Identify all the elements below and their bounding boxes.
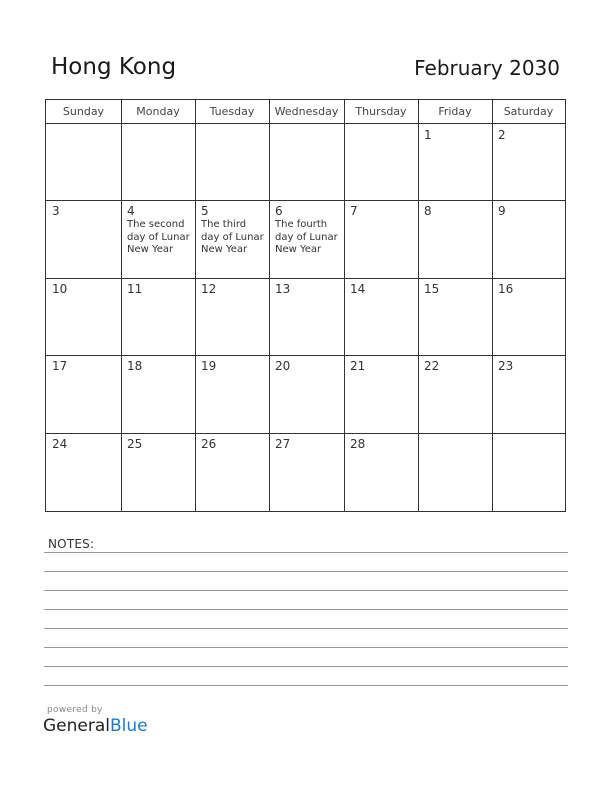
notes-line bbox=[44, 666, 568, 667]
day-number: 18 bbox=[127, 359, 143, 373]
day-number: 5 bbox=[201, 204, 209, 218]
weekday-header-row bbox=[46, 100, 565, 124]
day-number: 10 bbox=[52, 282, 68, 296]
day-number: 11 bbox=[127, 282, 143, 296]
day-cell[interactable] bbox=[493, 125, 565, 200]
day-cell[interactable] bbox=[47, 201, 121, 278]
day-cell[interactable] bbox=[419, 201, 492, 278]
day-number: 14 bbox=[350, 282, 366, 296]
weekday-header-4: Thursday bbox=[355, 105, 407, 118]
day-number: 17 bbox=[52, 359, 68, 373]
day-cell[interactable] bbox=[270, 279, 344, 355]
day-number: 23 bbox=[498, 359, 514, 373]
day-cell[interactable] bbox=[345, 434, 418, 511]
brand-text-general: General bbox=[43, 716, 110, 736]
weekday-header-2: Tuesday bbox=[209, 105, 255, 118]
notes-line bbox=[44, 571, 568, 572]
day-cell[interactable] bbox=[122, 201, 195, 278]
day-cell[interactable] bbox=[493, 201, 565, 278]
day-cell[interactable] bbox=[419, 434, 492, 511]
notes-label: NOTES: bbox=[48, 537, 95, 551]
notes-line bbox=[44, 590, 568, 591]
day-cell[interactable] bbox=[493, 356, 565, 433]
day-number: 26 bbox=[201, 437, 217, 451]
day-cell[interactable] bbox=[122, 434, 195, 511]
powered-by-text: powered by bbox=[47, 705, 103, 715]
day-number: 2 bbox=[498, 128, 506, 142]
day-cell[interactable] bbox=[345, 279, 418, 355]
day-number: 27 bbox=[275, 437, 291, 451]
day-cell[interactable] bbox=[47, 434, 121, 511]
day-number: 12 bbox=[201, 282, 217, 296]
calendar-grid bbox=[45, 99, 566, 512]
day-cell[interactable] bbox=[493, 434, 565, 511]
day-cell[interactable] bbox=[419, 279, 492, 355]
day-cell[interactable] bbox=[270, 125, 344, 200]
brand-text-blue: Blue bbox=[110, 716, 148, 736]
weekday-header-0: Sunday bbox=[62, 105, 105, 118]
day-number: 16 bbox=[498, 282, 514, 296]
day-cell[interactable] bbox=[270, 356, 344, 433]
day-number: 13 bbox=[275, 282, 291, 296]
day-number: 6 bbox=[275, 204, 283, 218]
day-cell[interactable] bbox=[122, 356, 195, 433]
day-number: 7 bbox=[350, 204, 358, 218]
calendar-month-title: February 2030 bbox=[414, 56, 560, 80]
day-cell[interactable] bbox=[122, 279, 195, 355]
day-cell[interactable] bbox=[419, 356, 492, 433]
day-number: 22 bbox=[424, 359, 440, 373]
weekday-header-1: Monday bbox=[136, 105, 180, 118]
day-number: 21 bbox=[350, 359, 366, 373]
day-cell[interactable] bbox=[493, 279, 565, 355]
day-number: 1 bbox=[424, 128, 432, 142]
day-cell[interactable] bbox=[196, 356, 269, 433]
notes-line bbox=[44, 552, 568, 553]
notes-line bbox=[44, 647, 568, 648]
weekday-header-5: Friday bbox=[438, 105, 472, 118]
day-cell[interactable] bbox=[345, 356, 418, 433]
notes-line bbox=[44, 628, 568, 629]
holiday-event: The fourth day of Lunar New Year bbox=[275, 219, 338, 255]
day-cell[interactable] bbox=[47, 279, 121, 355]
day-cell[interactable] bbox=[345, 125, 418, 200]
holiday-event: The third day of Lunar New Year bbox=[201, 219, 264, 255]
day-number: 3 bbox=[52, 204, 60, 218]
day-number: 8 bbox=[424, 204, 432, 218]
day-number: 19 bbox=[201, 359, 217, 373]
generalblue-logo bbox=[43, 716, 148, 736]
day-number: 25 bbox=[127, 437, 143, 451]
notes-line bbox=[44, 609, 568, 610]
day-cell[interactable] bbox=[196, 279, 269, 355]
day-cell[interactable] bbox=[419, 125, 492, 200]
day-number: 9 bbox=[498, 204, 506, 218]
day-cell[interactable] bbox=[196, 434, 269, 511]
day-number: 4 bbox=[127, 204, 135, 218]
weekday-header-3: Wednesday bbox=[274, 105, 339, 118]
holiday-event: The second day of Lunar New Year bbox=[127, 219, 190, 255]
day-cell[interactable] bbox=[196, 125, 269, 200]
day-number: 20 bbox=[275, 359, 291, 373]
day-cell[interactable] bbox=[270, 434, 344, 511]
day-cell[interactable] bbox=[122, 125, 195, 200]
day-cell[interactable] bbox=[47, 356, 121, 433]
day-number: 24 bbox=[52, 437, 68, 451]
notes-line bbox=[44, 685, 568, 686]
day-number: 15 bbox=[424, 282, 440, 296]
day-number: 28 bbox=[350, 437, 366, 451]
day-cell[interactable] bbox=[270, 201, 344, 278]
day-cell[interactable] bbox=[196, 201, 269, 278]
day-cell[interactable] bbox=[47, 125, 121, 200]
day-cell[interactable] bbox=[345, 201, 418, 278]
weekday-header-6: Saturday bbox=[503, 105, 554, 118]
calendar-country-title: Hong Kong bbox=[51, 54, 177, 80]
